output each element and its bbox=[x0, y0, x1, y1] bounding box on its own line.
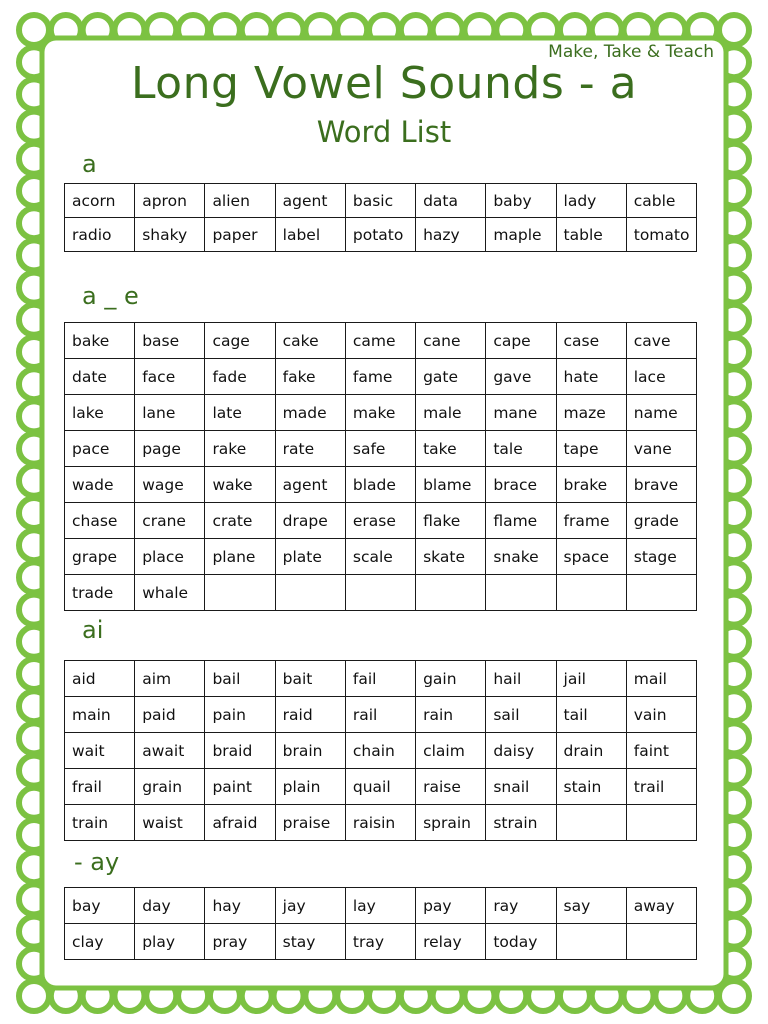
section-label-a: a bbox=[82, 150, 97, 178]
word-cell: today bbox=[486, 924, 556, 960]
word-cell: pay bbox=[416, 888, 486, 924]
word-cell bbox=[275, 575, 345, 611]
word-cell: wade bbox=[65, 467, 135, 503]
table-row bbox=[65, 924, 697, 960]
table-row bbox=[65, 467, 697, 503]
word-cell: cable bbox=[626, 184, 696, 218]
table-row bbox=[65, 184, 697, 218]
word-cell: paper bbox=[205, 218, 275, 252]
word-cell bbox=[626, 924, 696, 960]
word-cell: stain bbox=[556, 769, 626, 805]
word-cell bbox=[626, 805, 696, 841]
word-cell: tape bbox=[556, 431, 626, 467]
word-cell: grape bbox=[65, 539, 135, 575]
word-cell: waist bbox=[135, 805, 205, 841]
word-table-a bbox=[64, 183, 697, 252]
word-cell: drape bbox=[275, 503, 345, 539]
word-cell: whale bbox=[135, 575, 205, 611]
word-cell: wait bbox=[65, 733, 135, 769]
section-label-a-e: a _ e bbox=[82, 282, 139, 310]
brand-text: Make, Take & Teach bbox=[548, 42, 714, 62]
word-cell: away bbox=[626, 888, 696, 924]
word-cell: strain bbox=[486, 805, 556, 841]
table-row bbox=[65, 697, 697, 733]
word-cell: tray bbox=[345, 924, 415, 960]
word-cell: erase bbox=[345, 503, 415, 539]
word-table-ay bbox=[64, 887, 697, 960]
word-cell: fake bbox=[275, 359, 345, 395]
page-title: Long Vowel Sounds - a bbox=[130, 58, 638, 109]
word-cell: base bbox=[135, 323, 205, 359]
word-cell: label bbox=[275, 218, 345, 252]
word-cell: sprain bbox=[416, 805, 486, 841]
word-cell: fame bbox=[345, 359, 415, 395]
word-cell: jay bbox=[275, 888, 345, 924]
word-cell: made bbox=[275, 395, 345, 431]
word-cell: jail bbox=[556, 661, 626, 697]
word-cell: shaky bbox=[135, 218, 205, 252]
word-cell: lane bbox=[135, 395, 205, 431]
word-cell: pace bbox=[65, 431, 135, 467]
table-row bbox=[65, 888, 697, 924]
word-cell: day bbox=[135, 888, 205, 924]
word-cell: maple bbox=[486, 218, 556, 252]
table-row bbox=[65, 769, 697, 805]
word-cell: table bbox=[556, 218, 626, 252]
word-cell: aim bbox=[135, 661, 205, 697]
word-cell: bake bbox=[65, 323, 135, 359]
word-cell: potato bbox=[345, 218, 415, 252]
word-cell: braid bbox=[205, 733, 275, 769]
word-cell: hail bbox=[486, 661, 556, 697]
word-cell: fade bbox=[205, 359, 275, 395]
word-cell: take bbox=[416, 431, 486, 467]
word-cell: raisin bbox=[345, 805, 415, 841]
word-cell: came bbox=[345, 323, 415, 359]
word-cell: chain bbox=[345, 733, 415, 769]
word-cell: pray bbox=[205, 924, 275, 960]
word-cell bbox=[205, 575, 275, 611]
word-cell: radio bbox=[65, 218, 135, 252]
word-cell: brake bbox=[556, 467, 626, 503]
table-row bbox=[65, 805, 697, 841]
word-cell: ray bbox=[486, 888, 556, 924]
word-cell: space bbox=[556, 539, 626, 575]
word-cell: hazy bbox=[416, 218, 486, 252]
word-cell bbox=[556, 805, 626, 841]
word-cell: mane bbox=[486, 395, 556, 431]
word-cell: frame bbox=[556, 503, 626, 539]
word-cell: male bbox=[416, 395, 486, 431]
word-cell: skate bbox=[416, 539, 486, 575]
word-cell: lake bbox=[65, 395, 135, 431]
word-cell bbox=[345, 575, 415, 611]
word-cell: clay bbox=[65, 924, 135, 960]
word-cell: brain bbox=[275, 733, 345, 769]
table-row bbox=[65, 539, 697, 575]
word-cell: hate bbox=[556, 359, 626, 395]
word-cell: plain bbox=[275, 769, 345, 805]
word-cell: lay bbox=[345, 888, 415, 924]
word-cell: blame bbox=[416, 467, 486, 503]
table-row bbox=[65, 503, 697, 539]
word-cell: brave bbox=[626, 467, 696, 503]
word-cell: maze bbox=[556, 395, 626, 431]
word-cell: crane bbox=[135, 503, 205, 539]
word-cell: hay bbox=[205, 888, 275, 924]
word-cell bbox=[626, 575, 696, 611]
word-cell: aid bbox=[65, 661, 135, 697]
word-cell: cane bbox=[416, 323, 486, 359]
word-cell: chase bbox=[65, 503, 135, 539]
table-row bbox=[65, 323, 697, 359]
word-cell: wake bbox=[205, 467, 275, 503]
word-cell: make bbox=[345, 395, 415, 431]
table-row bbox=[65, 575, 697, 611]
word-cell bbox=[556, 924, 626, 960]
word-cell: page bbox=[135, 431, 205, 467]
section-label-ay: - ay bbox=[74, 848, 120, 876]
word-cell: paid bbox=[135, 697, 205, 733]
page-subtitle: Word List bbox=[316, 115, 452, 149]
word-cell bbox=[416, 575, 486, 611]
word-cell: raid bbox=[275, 697, 345, 733]
word-cell: scale bbox=[345, 539, 415, 575]
section-label-ai: ai bbox=[82, 616, 104, 644]
word-cell: cave bbox=[626, 323, 696, 359]
word-cell: quail bbox=[345, 769, 415, 805]
word-cell: lace bbox=[626, 359, 696, 395]
word-cell: place bbox=[135, 539, 205, 575]
word-cell: agent bbox=[275, 467, 345, 503]
word-cell: afraid bbox=[205, 805, 275, 841]
table-row bbox=[65, 431, 697, 467]
word-cell: snake bbox=[486, 539, 556, 575]
word-cell: sail bbox=[486, 697, 556, 733]
word-cell: paint bbox=[205, 769, 275, 805]
word-cell: blade bbox=[345, 467, 415, 503]
word-cell: trail bbox=[626, 769, 696, 805]
word-cell: lady bbox=[556, 184, 626, 218]
word-cell: gain bbox=[416, 661, 486, 697]
table-row bbox=[65, 359, 697, 395]
word-cell: say bbox=[556, 888, 626, 924]
table-row bbox=[65, 733, 697, 769]
table-row bbox=[65, 218, 697, 252]
word-table-a-e bbox=[64, 322, 697, 611]
word-cell: date bbox=[65, 359, 135, 395]
word-cell: raise bbox=[416, 769, 486, 805]
word-cell: praise bbox=[275, 805, 345, 841]
word-cell: main bbox=[65, 697, 135, 733]
word-cell: vane bbox=[626, 431, 696, 467]
word-cell: frail bbox=[65, 769, 135, 805]
word-cell: faint bbox=[626, 733, 696, 769]
word-cell: bait bbox=[275, 661, 345, 697]
word-cell: tomato bbox=[626, 218, 696, 252]
word-cell: fail bbox=[345, 661, 415, 697]
word-cell: baby bbox=[486, 184, 556, 218]
word-cell: tail bbox=[556, 697, 626, 733]
word-cell: name bbox=[626, 395, 696, 431]
word-cell: train bbox=[65, 805, 135, 841]
word-cell: late bbox=[205, 395, 275, 431]
word-cell: bail bbox=[205, 661, 275, 697]
word-cell: basic bbox=[345, 184, 415, 218]
word-cell: grain bbox=[135, 769, 205, 805]
word-cell: await bbox=[135, 733, 205, 769]
word-cell: tale bbox=[486, 431, 556, 467]
word-cell: crate bbox=[205, 503, 275, 539]
word-cell: wage bbox=[135, 467, 205, 503]
word-cell: cape bbox=[486, 323, 556, 359]
word-cell: daisy bbox=[486, 733, 556, 769]
word-cell: rail bbox=[345, 697, 415, 733]
word-cell: flake bbox=[416, 503, 486, 539]
word-cell: snail bbox=[486, 769, 556, 805]
word-cell: case bbox=[556, 323, 626, 359]
word-cell: pain bbox=[205, 697, 275, 733]
word-cell: flame bbox=[486, 503, 556, 539]
word-cell: apron bbox=[135, 184, 205, 218]
word-cell: drain bbox=[556, 733, 626, 769]
word-cell: alien bbox=[205, 184, 275, 218]
word-cell: bay bbox=[65, 888, 135, 924]
word-cell: cake bbox=[275, 323, 345, 359]
word-cell: relay bbox=[416, 924, 486, 960]
word-cell bbox=[556, 575, 626, 611]
word-cell: claim bbox=[416, 733, 486, 769]
word-cell: cage bbox=[205, 323, 275, 359]
word-cell: plate bbox=[275, 539, 345, 575]
word-cell: safe bbox=[345, 431, 415, 467]
table-row bbox=[65, 661, 697, 697]
word-cell: acorn bbox=[65, 184, 135, 218]
word-cell: stay bbox=[275, 924, 345, 960]
word-cell: rain bbox=[416, 697, 486, 733]
word-cell: data bbox=[416, 184, 486, 218]
word-cell: rate bbox=[275, 431, 345, 467]
word-cell: trade bbox=[65, 575, 135, 611]
word-cell: brace bbox=[486, 467, 556, 503]
word-cell: agent bbox=[275, 184, 345, 218]
word-cell: gave bbox=[486, 359, 556, 395]
word-cell: mail bbox=[626, 661, 696, 697]
word-cell: gate bbox=[416, 359, 486, 395]
word-cell: play bbox=[135, 924, 205, 960]
word-cell: grade bbox=[626, 503, 696, 539]
word-cell: vain bbox=[626, 697, 696, 733]
table-row bbox=[65, 395, 697, 431]
word-cell: rake bbox=[205, 431, 275, 467]
word-table-ai bbox=[64, 660, 697, 841]
word-cell: stage bbox=[626, 539, 696, 575]
word-cell: face bbox=[135, 359, 205, 395]
word-cell: plane bbox=[205, 539, 275, 575]
word-cell bbox=[486, 575, 556, 611]
